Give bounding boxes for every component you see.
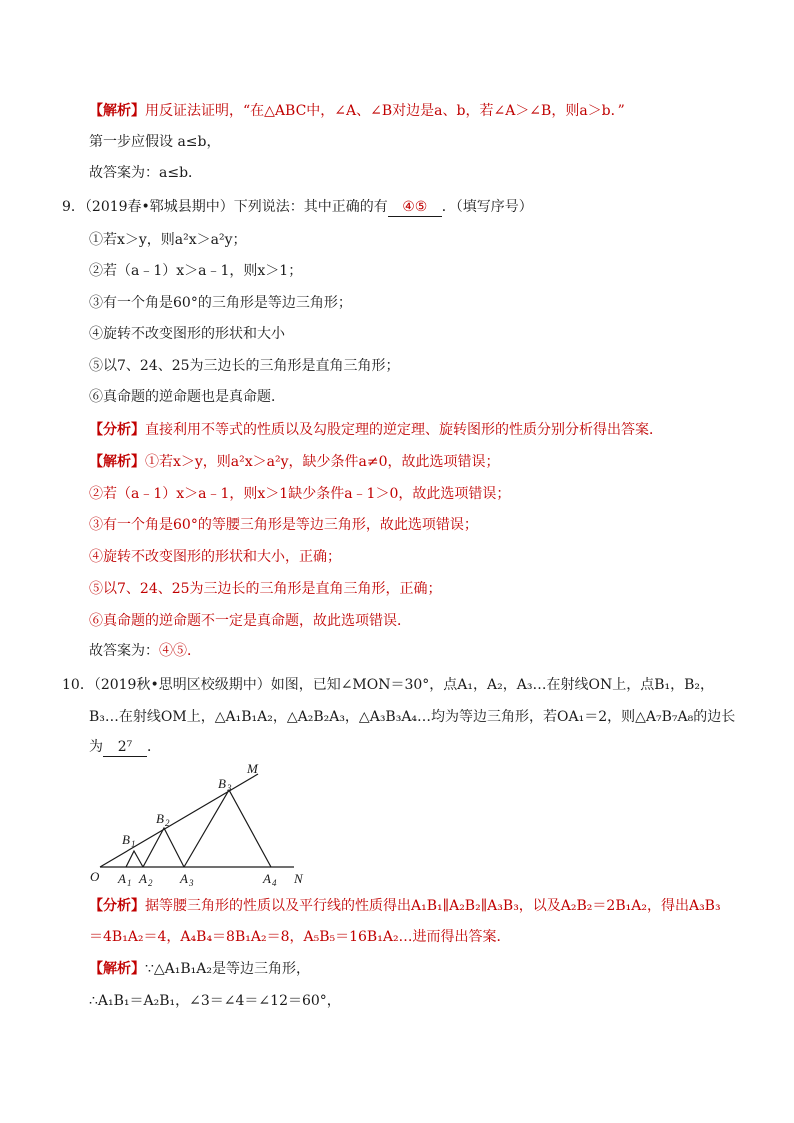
q10-jiexi-line-1	[89, 959, 310, 979]
q9-option-2: ②若（a﹣1）x＞a﹣1，则x＞1；	[89, 263, 303, 279]
ray-om	[100, 774, 258, 867]
q9-answer	[89, 641, 201, 661]
q10-jiexi-1: ∵△A₁B₁A₂是等边三角形，	[145, 961, 311, 977]
q10-fenxi-1: 据等腰三角形的性质以及平行线的性质得出A₁B₁∥A₂B₂∥A₃B₃，以及A₂B₂＝2B₁A₂，得出A₃B₃	[145, 898, 721, 914]
triangle-a3b3a4	[184, 790, 271, 867]
q8-jiexi-text: 用反证法证明，“在△ABC中，∠A、∠B对边是a、b，若∠A＞∠B，则a＞b．”	[145, 103, 625, 119]
q10-stem-1: 10．（2019秋•思明区校级期中）如图，已知∠MON＝30°，点A₁，A₂，A₃…在射线ON上，点B₁，B₂，	[62, 677, 715, 693]
q9-option-6: ⑥真命题的逆命题也是真命题．	[89, 389, 285, 405]
q9-jiexi-6: ⑥真命题的逆命题不一定是真命题，故此选项错误．	[89, 613, 411, 629]
q10-jiexi-2: ∴A₁B₁＝A₂B₁，∠3＝∠4＝∠12＝60°，	[89, 993, 341, 1009]
q9-answer-prefix: 故答案为：	[89, 643, 159, 659]
label-b1-sub: 1	[131, 839, 136, 849]
q9-jiexi-2: ②若（a﹣1）x＞a﹣1，则x＞1缺少条件a﹣1＞0，故此选项错误；	[89, 486, 511, 502]
jiexi-tag: 【解析】	[89, 103, 145, 119]
label-a4: A	[263, 871, 271, 886]
label-b3-sub: 3	[227, 783, 232, 793]
q9-option-1: ①若x＞y，则a²x＞a²y；	[89, 232, 247, 248]
label-a1-sub: 1	[127, 878, 132, 887]
label-b1: B	[122, 832, 130, 847]
label-n: N	[294, 871, 303, 886]
q9-jiexi-3: ③有一个角是60°的等腰三角形是等边三角形，故此选项错误；	[89, 517, 478, 533]
label-b3: B	[218, 776, 226, 791]
q9-fenxi-line	[89, 420, 663, 440]
q9-jiexi-line-1	[89, 452, 500, 472]
label-o: O	[90, 869, 100, 884]
q8-answer: 故答案为：a≤b．	[89, 165, 203, 181]
triangle-figure	[88, 762, 318, 887]
triangle-a1b1a2	[126, 851, 143, 867]
label-a4-sub: 4	[272, 878, 277, 887]
q9-jiexi-5: ⑤以7、24、25为三边长的三角形是直角三角形，正确；	[89, 581, 442, 597]
q9-option-5: ⑤以7、24、25为三边长的三角形是直角三角形；	[89, 358, 400, 374]
label-a3-sub: 3	[189, 878, 194, 887]
label-b2: B	[156, 811, 164, 826]
q9-stem-prefix: 9．（2019春•郓城县期中）下列说法：其中正确的有	[62, 199, 388, 215]
q10-stem-3-prefix: 为	[89, 739, 103, 755]
jiexi-tag: 【解析】	[89, 454, 145, 470]
label-a1: A	[118, 871, 126, 886]
label-m: M	[247, 762, 258, 776]
q9-option-4: ④旋转不改变图形的形状和大小	[89, 326, 285, 342]
label-b2-sub: 2	[165, 818, 170, 828]
q8-jiexi-line	[89, 101, 625, 121]
fenxi-tag: 【分析】	[89, 422, 145, 438]
q9-jiexi-4: ④旋转不改变图形的形状和大小，正确；	[89, 549, 341, 565]
q9-answer-blank: ④⑤	[388, 199, 442, 217]
label-a2: A	[139, 871, 147, 886]
q9-jiexi-1: ①若x＞y，则a²x＞a²y，缺少条件a≠0，故此选项错误；	[145, 454, 500, 470]
jiexi-tag: 【解析】	[89, 961, 145, 977]
q9-option-3: ③有一个角是60°的三角形是等边三角形；	[89, 295, 352, 311]
fenxi-tag: 【分析】	[89, 898, 145, 914]
q10-fenxi-line-1	[89, 896, 721, 916]
q10-stem-2: B₃…在射线OM上，△A₁B₁A₂，△A₂B₂A₃，△A₃B₃A₄…均为等边三角形，若OA₁＝2，则△A₇B₇A₈的边长	[89, 709, 736, 725]
q10-fenxi-2: ＝4B₁A₂＝4，A₄B₄＝8B₁A₂＝8，A₅B₅＝16B₁A₂…进而得出答案．	[89, 929, 511, 945]
label-a2-sub: 2	[148, 878, 153, 887]
q10-stem-3	[89, 737, 161, 757]
q9-stem-suffix: ．（填写序号）	[441, 199, 533, 215]
q10-stem-3-suffix: ．	[147, 739, 161, 755]
q9-answer-value: ④⑤．	[159, 643, 201, 659]
q10-answer-blank: 2⁷	[103, 739, 147, 757]
q9-fenxi-text: 直接利用不等式的性质以及勾股定理的逆定理、旋转图形的性质分别分析得出答案．	[145, 422, 663, 438]
q9-stem	[62, 197, 533, 217]
triangle-a2b2a3	[143, 828, 184, 867]
label-a3: A	[180, 871, 188, 886]
q8-step: 第一步应假设 a≤b，	[89, 134, 221, 150]
